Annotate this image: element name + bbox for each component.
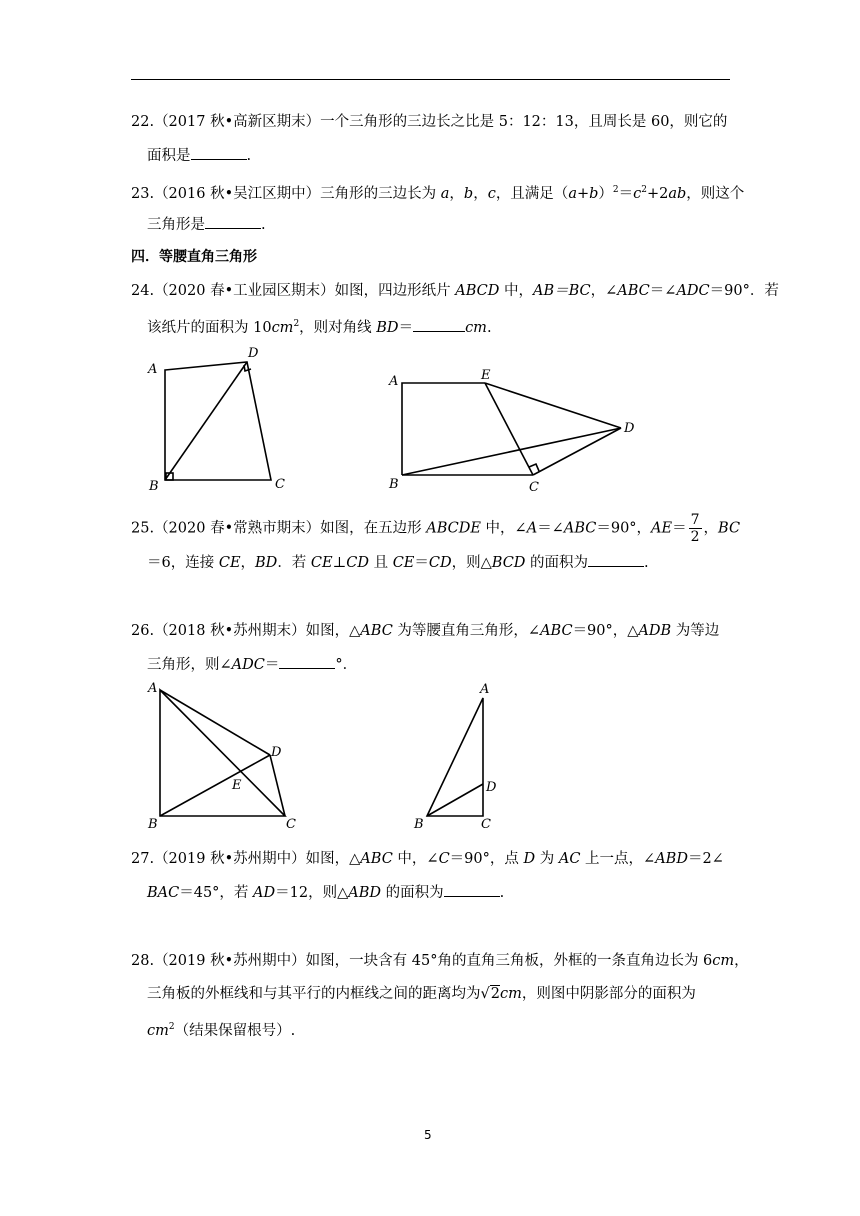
q23-line2: 三角形是 . xyxy=(147,214,266,235)
figure-27 xyxy=(405,680,515,835)
q27-line1: 27.（2019 秋•苏州期中）如图，△ABC 中，∠C＝90°，点 D 为 AC 上一点，∠ABD＝2∠ xyxy=(131,851,724,867)
label-A: A xyxy=(480,682,490,697)
label-D: D xyxy=(271,745,282,760)
q24-line2: 该纸片的面积为 $10cm^2$，则对角线 BD＝ cm. xyxy=(147,314,492,338)
figure-24 xyxy=(145,340,295,495)
answer-blank xyxy=(588,552,644,567)
label-D: D xyxy=(248,346,259,361)
q22-line1: 22.（2017 秋•高新区期末）一个三角形的三边长之比是 5：12：13，且周长是 60，则它的 xyxy=(131,114,728,130)
q26-line2: 三角形，则∠ADC＝ °． xyxy=(147,654,357,675)
label-A: A xyxy=(389,374,399,389)
fraction: $\frac{7}{2}$ xyxy=(690,512,700,545)
answer-blank xyxy=(413,317,465,332)
q25-line2: ＝6，连接 CE，BD．若 CE⊥CD 且 CE＝CD，则△BCD 的面积为 . xyxy=(147,552,649,573)
answer-blank xyxy=(444,882,500,897)
page-number: 5 xyxy=(424,1128,432,1142)
label-B: B xyxy=(148,817,158,832)
q28-line3: $cm^2$（结果保留根号）. xyxy=(147,1022,296,1039)
label-E: E xyxy=(481,368,491,383)
label-C: C xyxy=(529,480,539,495)
q28-line1: 28.（2019 秋•苏州期中）如图，一块含有 45°角的直角三角板，外框的一条直角边长为 6cm， xyxy=(131,953,749,969)
q27-line2: BAC＝45°，若 AD＝12，则△ABD 的面积为 . xyxy=(147,882,504,903)
answer-blank xyxy=(279,654,335,669)
answer-blank xyxy=(205,214,261,229)
label-C: C xyxy=(286,817,296,832)
sqrt-radicand: 2 xyxy=(490,986,500,1002)
q24-line1: 24.（2020 春•工业园区期末）如图，四边形纸片 ABCD 中，AB＝BC，∠ABC＝∠ADC＝90°．若 xyxy=(131,283,779,299)
label-A: A xyxy=(148,362,158,377)
header-rule xyxy=(131,79,730,80)
q22-line2: 面积是 . xyxy=(147,145,251,166)
q26-line1: 26.（2018 秋•苏州期末）如图，△ABC 为等腰直角三角形，∠ABC＝90°，△ADB 为等边 xyxy=(131,623,720,639)
answer-blank xyxy=(191,145,247,160)
figure-25 xyxy=(385,360,655,495)
label-B: B xyxy=(414,817,424,832)
q28-line2: 三角板的外框线和与其平行的内框线之间的距离均为√2cm，则图中阴影部分的面积为 xyxy=(147,986,696,1002)
label-E: E xyxy=(232,778,242,793)
label-A: A xyxy=(148,681,158,696)
figure-26 xyxy=(145,680,305,835)
label-B: B xyxy=(149,479,159,494)
section-heading: 四．等腰直角三角形 xyxy=(131,249,257,265)
sqrt-symbol: √ xyxy=(480,986,490,1002)
label-C: C xyxy=(481,817,491,832)
label-D: D xyxy=(486,780,497,795)
q23-line1: 23.（2016 秋•吴江区期中）三角形的三边长为 a，b，c，且满足$(a+b)^2=c^2+2ab$，则这个 xyxy=(131,185,745,202)
label-D: D xyxy=(624,421,635,436)
q25-line1: 25.（2020 春•常熟市期末）如图，在五边形 ABCDE 中，∠A＝∠ABC＝90°，AE＝ $\frac{7}{2}$ ，BC xyxy=(131,512,741,545)
label-C: C xyxy=(275,477,285,492)
label-B: B xyxy=(389,477,399,492)
